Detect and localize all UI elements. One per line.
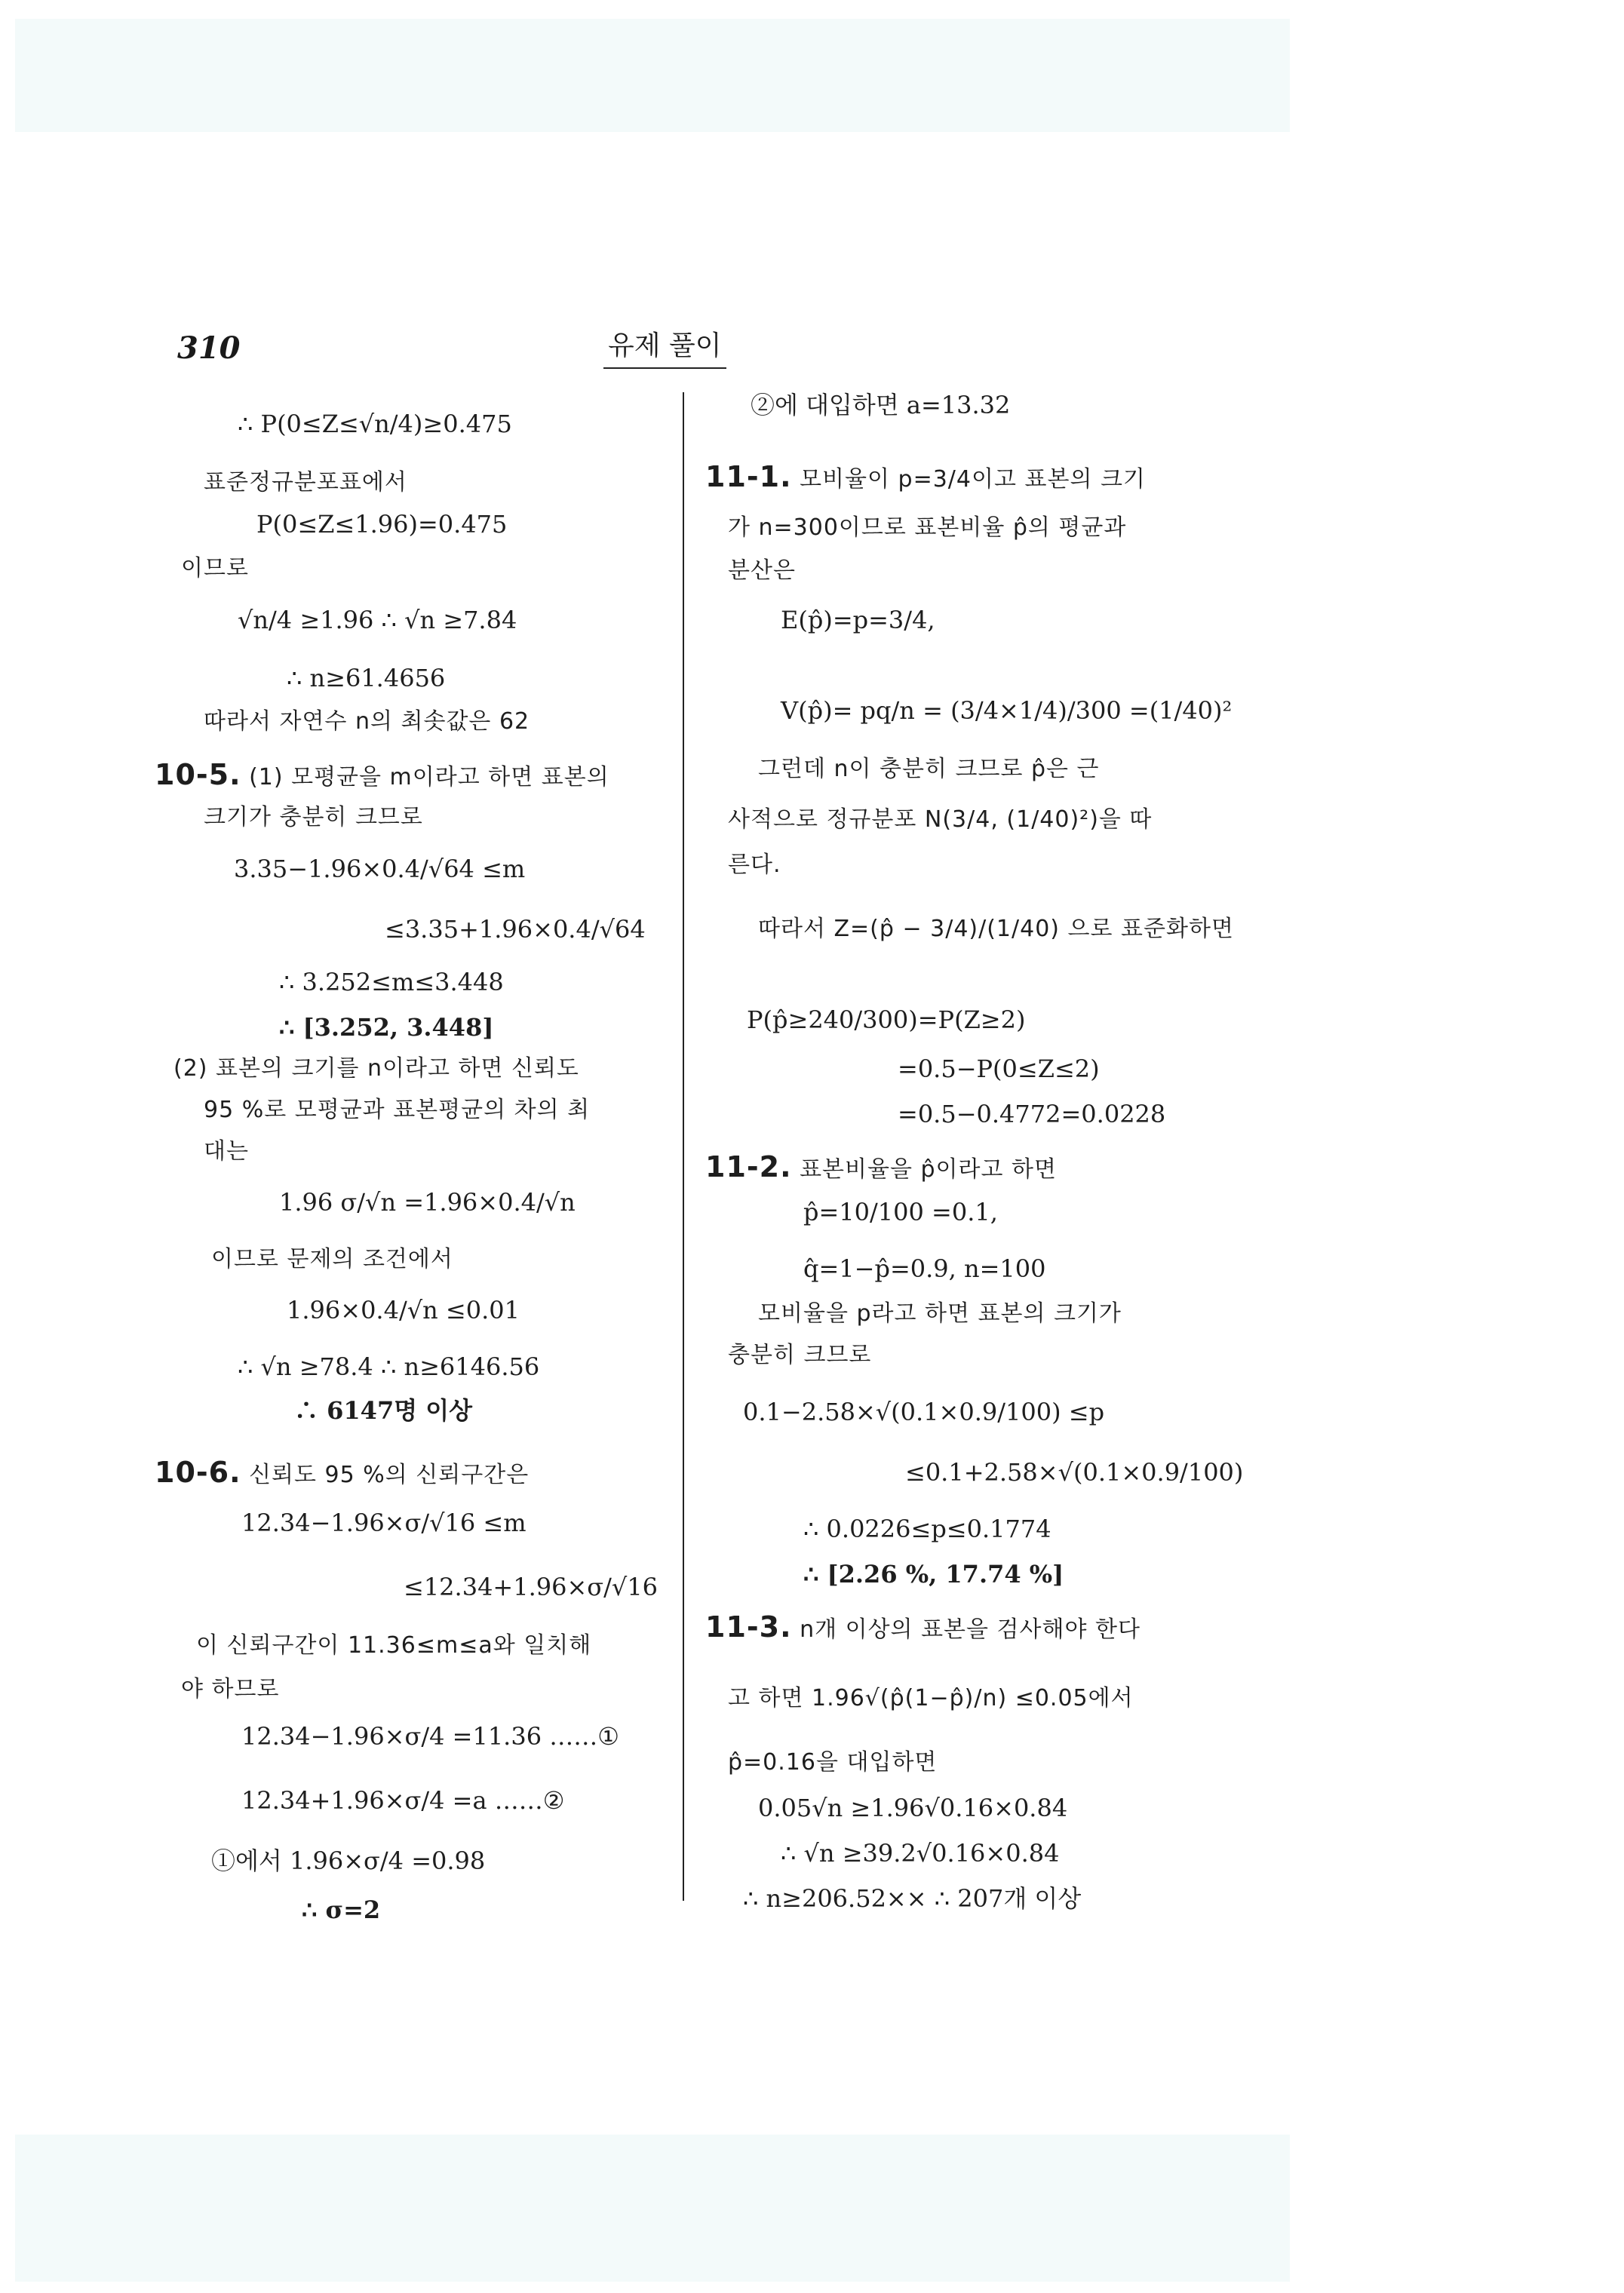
right-line-23: 11-3. n개 이상의 표본을 검사해야 한다 <box>705 1610 1140 1644</box>
right-line-4: 분산은 <box>728 557 796 584</box>
problem-number: 11-3. <box>705 1610 792 1644</box>
right-line-18: 충분히 크므로 <box>728 1342 872 1368</box>
right-line-25: p̂=0.16을 대입하면 <box>728 1749 938 1776</box>
left-line-15: 95 %로 모평균과 표본평균의 차의 최 <box>204 1097 591 1123</box>
left-line-3: P(0≤Z≤1.96)=0.475 <box>256 510 508 539</box>
left-line-1: ∴ P(0≤Z≤√n/4)≥0.475 <box>238 410 512 438</box>
left-line-9: 크기가 충분히 크므로 <box>204 804 423 830</box>
right-line-10: 따라서 Z=(p̂ − 3/4)/(1/40) 으로 표준화하면 <box>758 916 1234 942</box>
left-line-2: 표준정규분포표에서 <box>204 469 407 496</box>
right-line-12: =0.5−P(0≤Z≤2) <box>898 1054 1100 1083</box>
left-line-7: 따라서 자연수 n의 최솟값은 62 <box>204 708 530 735</box>
left-line-21: ∴ 6147명 이상 <box>294 1396 473 1425</box>
right-line-13: =0.5−0.4772=0.0228 <box>898 1100 1166 1128</box>
left-line-10: 3.35−1.96×0.4/√64 ≤m <box>234 855 526 883</box>
running-title: 유제 풀이 <box>603 324 726 369</box>
problem-number: 10-6. <box>155 1456 241 1489</box>
right-line-3: 가 n=300이므로 표본비율 p̂의 평균과 <box>728 514 1127 541</box>
right-line-27: ∴ √n ≥39.2√0.16×0.84 <box>781 1839 1060 1868</box>
left-line-13: ∴ [3.252, 3.448] <box>279 1013 494 1042</box>
right-line-21: ∴ 0.0226≤p≤0.1774 <box>803 1515 1051 1543</box>
right-line-7: 그런데 n이 충분히 크므로 p̂은 근 <box>758 756 1100 782</box>
right-line-5: E(p̂)=p=3/4, <box>781 606 935 634</box>
right-line-26: 0.05√n ≥1.96√0.16×0.84 <box>758 1794 1068 1822</box>
right-line-16: q̂=1−p̂=0.9, n=100 <box>803 1254 1046 1283</box>
left-line-14: (2) 표본의 크기를 n이라고 하면 신뢰도 <box>173 1055 579 1082</box>
right-line-28: ∴ n≥206.52×× ∴ 207개 이상 <box>743 1884 1082 1913</box>
right-line-15: p̂=10/100 =0.1, <box>803 1198 998 1226</box>
left-line-5: √n/4 ≥1.96 ∴ √n ≥7.84 <box>238 606 517 634</box>
right-line-6: V(p̂)= pq/n = (3/4×1/4)/300 =(1/40)² <box>781 696 1233 725</box>
left-line-4: 이므로 <box>181 555 249 582</box>
page-number: 310 <box>177 330 241 366</box>
right-line-2: 11-1. 모비율이 p=3/4이고 표본의 크기 <box>705 460 1146 493</box>
left-line-20: ∴ √n ≥78.4 ∴ n≥6146.56 <box>238 1352 540 1381</box>
left-line-18: 이므로 문제의 조건에서 <box>211 1246 453 1272</box>
right-line-19: 0.1−2.58×√(0.1×0.9/100) ≤p <box>743 1398 1105 1426</box>
right-line-11: P(p̂≥240/300)=P(Z≥2) <box>747 1005 1026 1034</box>
left-line-17: 1.96 σ/√n =1.96×0.4/√n <box>279 1188 576 1217</box>
bottom-margin-band <box>15 2135 1290 2282</box>
left-line-30: ∴ σ=2 <box>302 1895 381 1924</box>
left-line-27: 12.34−1.96×σ/4 =11.36 ……① <box>241 1722 619 1751</box>
right-line-22: ∴ [2.26 %, 17.74 %] <box>803 1560 1064 1589</box>
problem-number: 11-2. <box>705 1150 792 1183</box>
left-line-29: ①에서 1.96×σ/4 =0.98 <box>211 1846 486 1875</box>
left-line-11: ≤3.35+1.96×0.4/√64 <box>385 915 646 944</box>
right-line-8: 사적으로 정규분포 N(3/4, (1/40)²)을 따 <box>728 806 1153 833</box>
problem-number: 11-1. <box>705 460 792 493</box>
left-line-24: ≤12.34+1.96×σ/√16 <box>404 1573 659 1601</box>
left-line-26: 야 하므로 <box>181 1676 280 1702</box>
left-line-23: 12.34−1.96×σ/√16 ≤m <box>241 1509 526 1537</box>
right-line-14: 11-2. 표본비율을 p̂이라고 하면 <box>705 1150 1057 1183</box>
left-line-16: 대는 <box>204 1138 249 1165</box>
left-line-19: 1.96×0.4/√n ≤0.01 <box>287 1296 520 1325</box>
right-line-17: 모비율을 p라고 하면 표본의 크기가 <box>758 1300 1122 1327</box>
left-line-25: 이 신뢰구간이 11.36≤m≤a와 일치해 <box>196 1632 592 1659</box>
right-line-24: 고 하면 1.96√(p̂(1−p̂)/n) ≤0.05에서 <box>728 1685 1134 1711</box>
left-line-8: 10-5. (1) 모평균을 m이라고 하면 표본의 <box>155 758 609 791</box>
left-line-28: 12.34+1.96×σ/4 =a ……② <box>241 1786 565 1815</box>
column-divider <box>683 392 684 1901</box>
top-margin-band <box>15 19 1290 132</box>
right-line-1: ②에 대입하면 a=13.32 <box>751 391 1011 419</box>
left-line-6: ∴ n≥61.4656 <box>287 664 446 692</box>
left-line-22: 10-6. 신뢰도 95 %의 신뢰구간은 <box>155 1456 530 1489</box>
right-line-9: 른다. <box>728 852 781 878</box>
problem-number: 10-5. <box>155 758 241 791</box>
left-line-12: ∴ 3.252≤m≤3.448 <box>279 968 504 996</box>
right-line-20: ≤0.1+2.58×√(0.1×0.9/100) <box>905 1458 1244 1487</box>
